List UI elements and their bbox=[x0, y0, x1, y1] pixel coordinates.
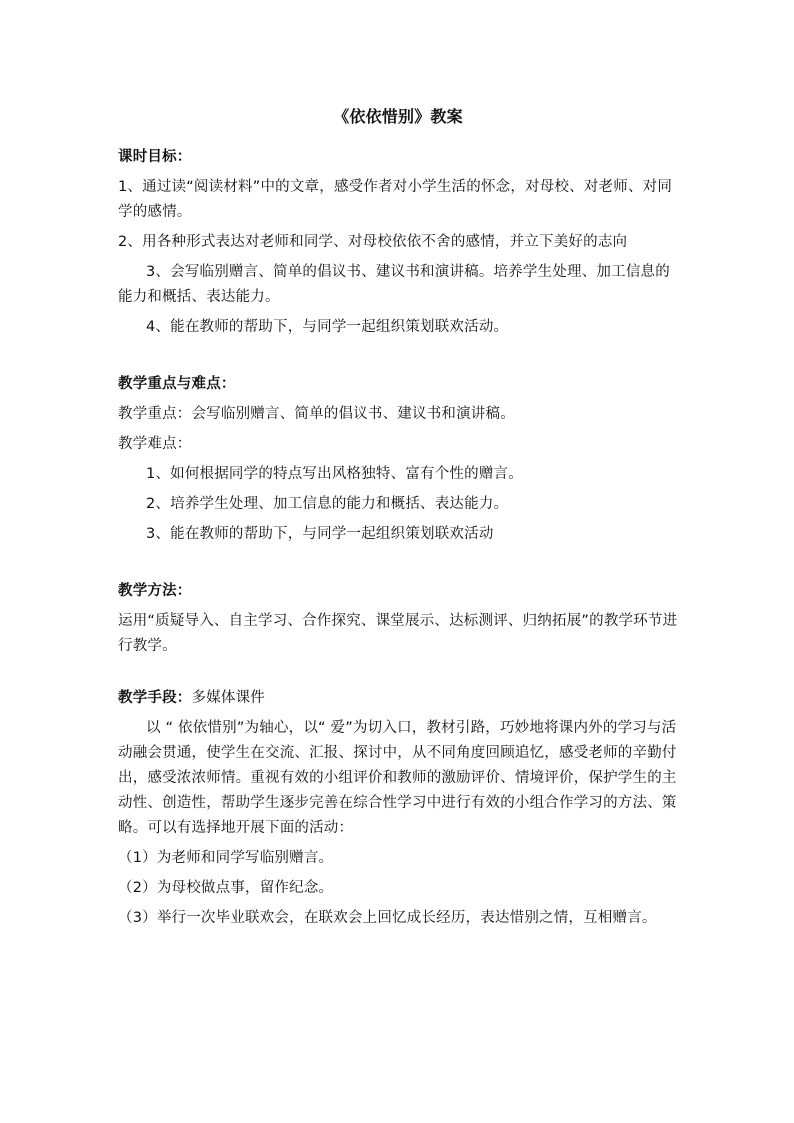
document-content bbox=[118, 104, 678, 931]
difficulty-label: 教学难点： bbox=[118, 436, 192, 452]
difficulty-item-3: 3、能在教师的帮助下，与同学一起组织策划联欢活动 bbox=[146, 526, 494, 542]
key-point-text: 教学重点：会写临别赠言、简单的倡议书、建议书和演讲稿。 bbox=[118, 406, 515, 422]
activity-item-3: （3）举行一次毕业联欢会，在联欢会上回忆成长经历，表达惜别之情，互相赠言。 bbox=[118, 910, 657, 926]
means-line bbox=[118, 686, 678, 711]
objective-item-3: 3、会写临别赠言、简单的倡议书、建议书和演讲稿。培养学生处理、加工信息的能力和概括、表达能力。 bbox=[118, 264, 670, 305]
key-points-heading: 教学重点与难点： bbox=[118, 376, 236, 392]
methods-text: 运用“质疑导入、自主学习、合作探究、课堂展示、达标测评、归纳拓展”的教学环节进行教学。 bbox=[118, 613, 678, 654]
means-value: 多媒体课件 bbox=[191, 690, 265, 706]
difficulty-item-1: 1、如何根据同学的特点写出风格独特、富有个性的赠言。 bbox=[146, 466, 523, 482]
difficulty-item-2: 2、培养学生处理、加工信息的能力和概括、表达能力。 bbox=[146, 496, 509, 512]
activity-item-1: （1）为老师和同学写临别赠言。 bbox=[118, 850, 334, 866]
methods-heading: 教学方法： bbox=[118, 583, 192, 599]
means-heading: 教学手段： bbox=[118, 690, 192, 706]
objective-item-1: 1、通过读“阅读材料”中的文章，感受作者对小学生活的怀念，对母校、对老师、对同学的感情。 bbox=[118, 179, 673, 220]
activity-item-2: （2）为母校做点事，留作纪念。 bbox=[118, 880, 334, 896]
means-body: 以 “ 依依惜别”为轴心，以“ 爱”为切入口，教材引路，巧妙地将课内外的学习与活动融会贯通，使学生在交流、汇报、探讨中，从不同角度回顾追忆，感受老师的辛勤付出，感受浓浓师情。重视有效的小组评价和教师的激励评价、情境评价，保护学生的主动性、创造性，帮助学生逐步完善在综合性学习中进行有效的小组合作学习的方法、策略。可以有选择地开展下面的活动： bbox=[118, 720, 677, 836]
document-title: 《依依惜别》教案 bbox=[333, 107, 463, 126]
objective-item-2: 2、用各种形式表达对老师和同学、对母校依依不舍的感情，并立下美好的志向 bbox=[118, 234, 628, 250]
objective-item-4: 4、能在教师的帮助下，与同学一起组织策划联欢活动。 bbox=[146, 319, 509, 335]
objectives-heading: 课时目标： bbox=[118, 149, 192, 165]
